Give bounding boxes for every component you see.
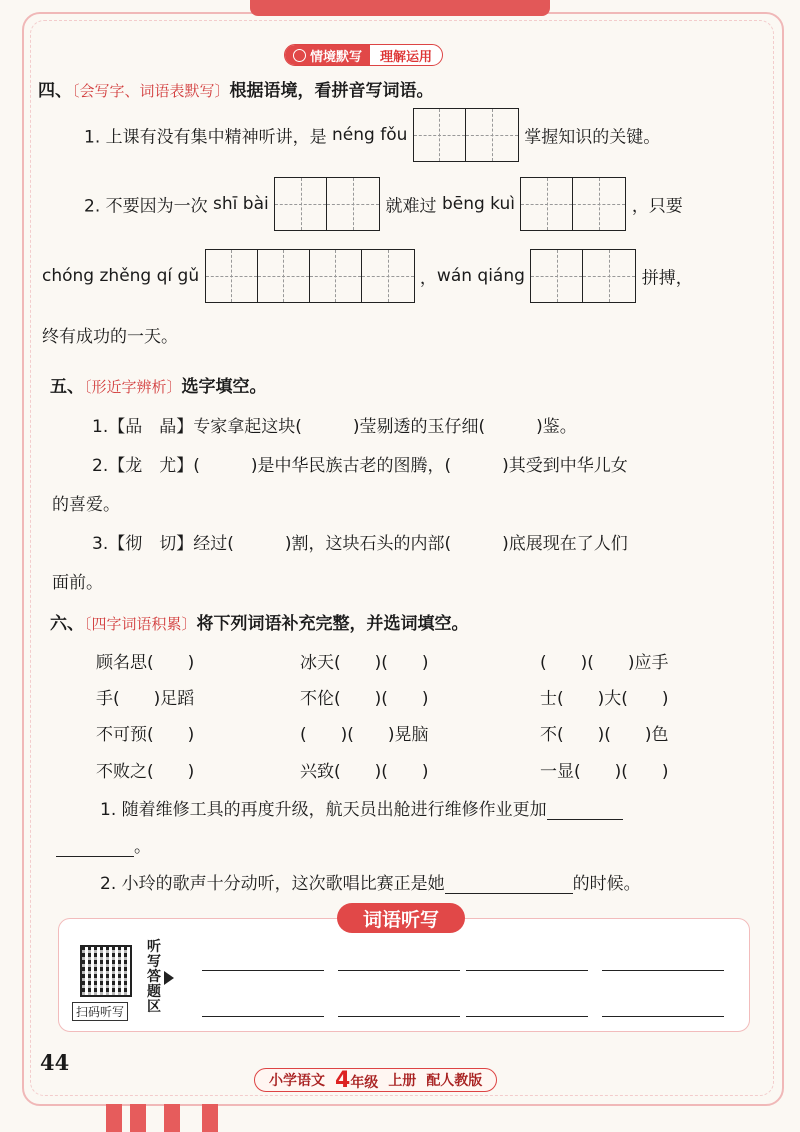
- clock-icon: [293, 49, 306, 62]
- badge-left-label: 情境默写: [310, 49, 363, 65]
- section5-instruction: 选字填空。: [181, 377, 267, 397]
- s6-q2-text-end: 的时候。: [572, 874, 641, 894]
- s4-q2-mid: 就难过: [385, 196, 437, 217]
- s4-q2-pinyin4: wán qiáng: [436, 266, 525, 286]
- s4-q2-grid4[interactable]: [530, 249, 636, 303]
- s4-q2-grid1[interactable]: [274, 177, 380, 231]
- s4-q2-grid2[interactable]: [520, 177, 626, 231]
- answer-line[interactable]: [202, 970, 324, 971]
- section5-number: 五、: [50, 377, 84, 397]
- s4-q2-comma: ，: [419, 268, 437, 289]
- page-number: 44: [40, 1050, 70, 1075]
- s6-q2: [100, 869, 641, 894]
- answer-line[interactable]: [602, 970, 724, 971]
- qr-code-icon[interactable]: [80, 945, 132, 997]
- s4-q1-grid[interactable]: [413, 108, 519, 162]
- section4-instruction: 根据语境，看拼音写词语。: [229, 81, 434, 101]
- bottom-tab: [130, 1104, 146, 1132]
- s4-q2-pinyin1: shī bài: [213, 194, 269, 214]
- s4-q2-end: 终有成功的一天。: [42, 327, 178, 347]
- s6-q2-blank[interactable]: [445, 873, 573, 894]
- dictation-title: 词语听写: [337, 903, 465, 933]
- answer-line[interactable]: [338, 1016, 460, 1017]
- footer-subject: 小学语文: [269, 1073, 325, 1089]
- idiom-item: 士( )大( ): [540, 689, 669, 709]
- footer-edition: 配人教版: [426, 1073, 483, 1089]
- dictation-side-label: 听写答题区: [147, 939, 161, 1015]
- s5-q2a: 2.【龙 尤】( )是中华民族古老的图腾，( )其受到中华儿女: [92, 456, 628, 476]
- s6-q1-cont: [56, 832, 151, 857]
- section6-number: 六、: [50, 614, 84, 634]
- bottom-tab: [106, 1104, 122, 1132]
- s5-q2b: 的喜爱。: [52, 495, 120, 515]
- answer-line[interactable]: [466, 970, 588, 971]
- s6-q1-blank1[interactable]: [547, 799, 623, 820]
- s5-q1: 1.【品 晶】专家拿起这块( )莹剔透的玉仔细( )鉴。: [92, 417, 577, 437]
- s6-q1-end: 。: [134, 837, 151, 857]
- section6-instruction: 将下列词语补充完整，并选词填空。: [196, 614, 469, 634]
- s6-q1-blank2[interactable]: [56, 836, 134, 857]
- section6-heading: [50, 609, 469, 634]
- s4-q2-grid3[interactable]: [205, 249, 415, 303]
- s6-q1: [100, 795, 623, 820]
- s4-q2-pinyin3: chóng zhěng qí gǔ: [42, 266, 200, 286]
- s4-q2-post: ，只要: [631, 196, 683, 217]
- idiom-item: 冰天( )( ): [300, 653, 429, 673]
- idiom-item: ( )( )应手: [540, 653, 669, 673]
- answer-line[interactable]: [466, 1016, 588, 1017]
- answer-line[interactable]: [202, 1016, 324, 1017]
- section-header-badge: [284, 44, 443, 66]
- badge-left: [285, 45, 370, 65]
- top-decoration: [250, 0, 550, 16]
- badge-right-label: 理解运用: [380, 49, 433, 65]
- s4-q2-line2: [42, 249, 693, 303]
- s4-q1-text: 1. 上课有没有集中精神听讲，是: [84, 127, 327, 148]
- section5-heading: [50, 372, 267, 397]
- s4-q1-pinyin: néng fǒu: [332, 125, 408, 145]
- s4-q2-line1: [84, 177, 683, 231]
- s4-q2-pinyin2: bēng kuì: [441, 194, 515, 214]
- idiom-item: 手( )足蹈: [96, 689, 195, 709]
- s6-q2-text: 2. 小玲的歌声十分动听，这次歌唱比赛正是她: [100, 874, 445, 894]
- bottom-tab: [202, 1104, 218, 1132]
- idiom-item: 不可预( ): [96, 725, 195, 745]
- s5-q3b: 面前。: [52, 573, 103, 593]
- section6-tag: 〔四字词语积累〕: [84, 615, 197, 633]
- idiom-item: 顾名思( ): [96, 653, 195, 673]
- idiom-item: 兴致( )( ): [300, 762, 429, 782]
- answer-line[interactable]: [602, 1016, 724, 1017]
- s4-q1: [84, 108, 660, 162]
- answer-line[interactable]: [338, 970, 460, 971]
- section5-tag: 〔形近字辨析〕: [84, 378, 182, 396]
- arrow-right-icon: [164, 971, 174, 985]
- idiom-item: 不伦( )( ): [300, 689, 429, 709]
- idiom-item: 不( )( )色: [540, 725, 669, 745]
- footer-badge: [254, 1068, 497, 1092]
- section4-heading: [38, 76, 434, 101]
- qr-label: 扫码听写: [72, 1002, 128, 1021]
- s4-q1-text-end: 掌握知识的关键。: [524, 127, 661, 148]
- s4-q2-text: 2. 不要因为一次: [84, 196, 208, 217]
- bottom-tab: [164, 1104, 180, 1132]
- footer-grade-text: 年级: [350, 1074, 379, 1091]
- section4-number: 四、: [38, 81, 72, 101]
- idiom-item: ( )( )晃脑: [300, 725, 429, 745]
- footer-term: 上册: [388, 1073, 417, 1089]
- idiom-item: 不败之( ): [96, 762, 195, 782]
- idiom-item: 一显( )( ): [540, 762, 669, 782]
- s6-q1-text: 1. 随着维修工具的再度升级，航天员出舱进行维修作业更加: [100, 800, 547, 820]
- footer-grade-number: 4: [335, 1067, 351, 1093]
- s4-q2-post2: 拼搏，: [641, 268, 693, 289]
- s5-q3a: 3.【彻 切】经过( )割，这块石头的内部( )底展现在了人们: [92, 534, 628, 554]
- section4-tag: 〔会写字、词语表默写〕: [72, 82, 230, 100]
